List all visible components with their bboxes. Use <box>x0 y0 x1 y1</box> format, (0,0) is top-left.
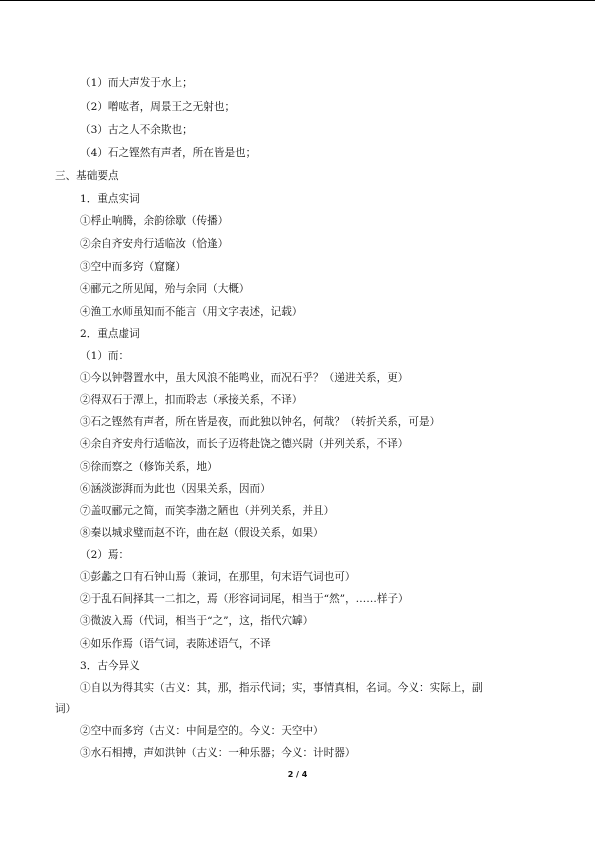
list-item: ③微波入焉（代词，相当于“之”，这，指代穴罅） <box>80 615 314 627</box>
list-item: （1）而大声发于水上； <box>80 77 193 89</box>
list-item: （2）噌吰者，周景王之无射也； <box>80 101 236 113</box>
list-item: ③石之铿然有声者，所在皆是夜，而此独以钟名，何哉？（转折关系，可是） <box>80 416 441 428</box>
list-item: ⑤徐而察之（修饰关系，地） <box>80 461 218 473</box>
list-item: ④如乐作焉（语气词，表陈述语气，不译 <box>80 638 271 650</box>
list-item: ③水石相搏，声如洪钟（古义：一种乐器；今义：计时器） <box>80 747 356 759</box>
list-item: （4）石之铿然有声者，所在皆是也； <box>80 147 257 159</box>
list-item: （3）古之人不余欺也； <box>80 124 193 136</box>
page-top-border <box>0 0 595 1</box>
subsection-heading: 3．古今异义 <box>80 660 140 672</box>
list-item: ⑦盖叹郦元之简，而笑李渤之陋也（并列关系，并且） <box>80 505 335 517</box>
list-item: ①桴止响腾，余韵徐歇（传播） <box>80 215 229 227</box>
list-item: ①彭蠡之口有石钟山焉（兼词，在那里，句末语气词也可） <box>80 571 356 583</box>
list-item: ⑧秦以城求璧而赵不许，曲在赵（假设关系，如果） <box>80 527 324 539</box>
list-item: ④余自齐安舟行适临汝，而长子迈将赴饶之德兴尉（并列关系，不译） <box>80 438 409 450</box>
list-item: ②于乱石间择其一二扣之，焉（形容词词尾，相当于“然”，……样子） <box>80 593 409 605</box>
list-item: ④渔工水师虽知而不能言（用文字表述，记载） <box>80 306 303 318</box>
list-item: ②空中而多窍（古义：中间是空的。今义：天空中） <box>80 725 324 737</box>
list-item: ③空中而多窍（窟窿） <box>80 261 186 273</box>
subsection-heading: 1．重点实词 <box>80 193 140 205</box>
list-item: ⑥涵淡澎湃而为此也（因果关系，因而） <box>80 483 271 495</box>
list-item-continuation: 词） <box>55 703 77 715</box>
sub-label: （2）焉： <box>80 549 130 561</box>
list-item: ②余自齐安舟行适临汝（恰逢） <box>80 238 229 250</box>
page-number: 2 / 4 <box>287 770 308 779</box>
list-item: ①今以钟磬置水中，虽大风浪不能鸣业，而况石乎？（递进关系，更） <box>80 372 409 384</box>
list-item: ④郦元之所见闻，殆与余同（大概） <box>80 283 250 295</box>
list-item: ②得双石于潭上，扣而聆志（承接关系，不译） <box>80 394 303 406</box>
section-heading: 三、基础要点 <box>55 170 119 182</box>
sub-label: （1）而： <box>80 350 130 362</box>
list-item: ①自以为得其实（古义：其，那，指示代词；实，事情真相，名词。今义：实际上，副 <box>80 682 483 694</box>
subsection-heading: 2．重点虚词 <box>80 328 140 340</box>
